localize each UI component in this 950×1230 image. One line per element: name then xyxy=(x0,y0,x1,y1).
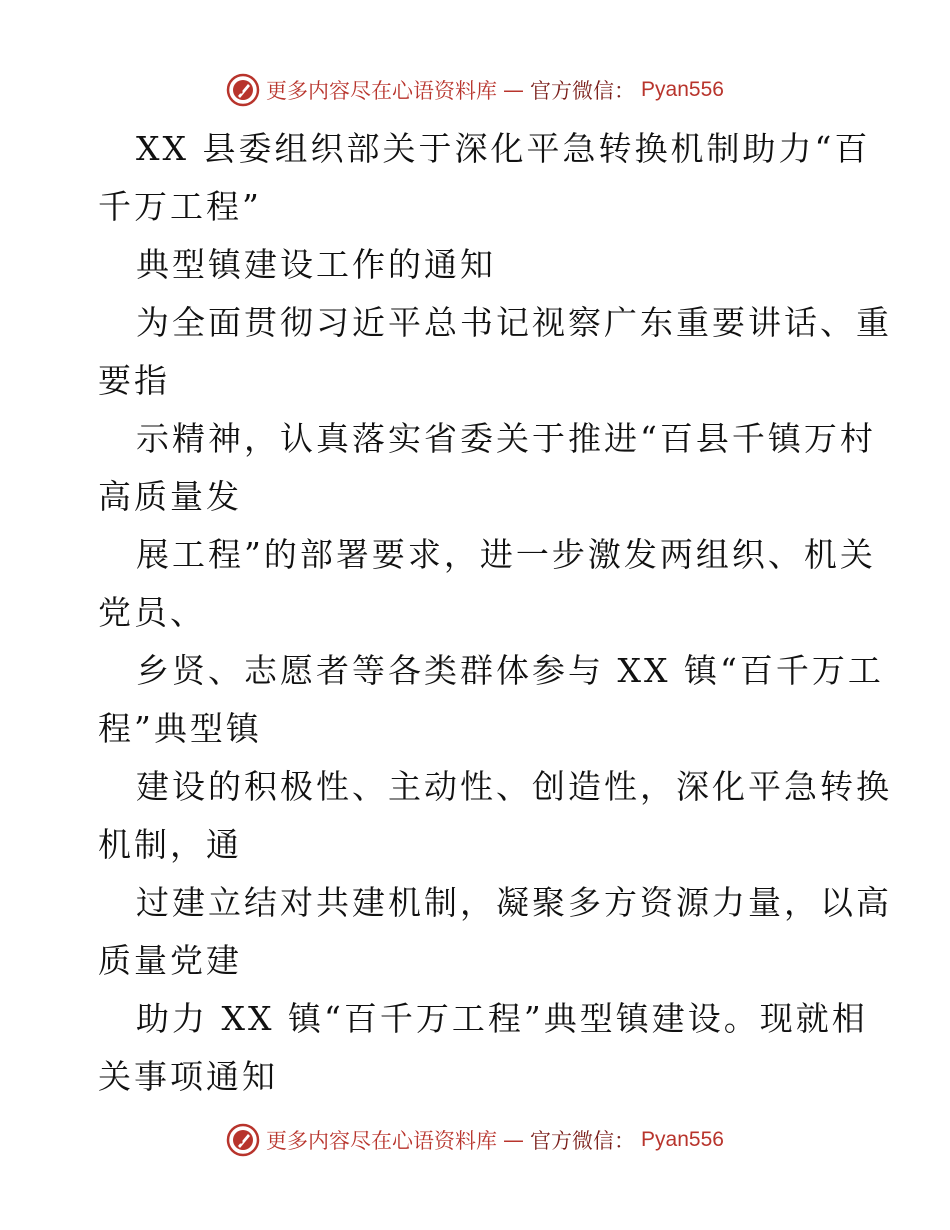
text-line: 关事项通知 xyxy=(98,1057,278,1096)
text-line: 建设的积极性、主动性、创造性，深化平急转换 xyxy=(136,767,892,806)
pen-nib-logo-icon xyxy=(226,1123,260,1157)
text-line: 党员、 xyxy=(98,593,206,632)
pen-nib-logo-icon xyxy=(226,73,260,107)
text-line: XX 县委组织部关于深化平急转换机制助力“百 xyxy=(136,129,871,168)
banner-title: 更多内容尽在心语资料库 xyxy=(266,79,498,103)
text-line: 高质量发 xyxy=(98,477,242,516)
banner-wechat-id: Pyan556 xyxy=(641,78,724,101)
banner-dash: — xyxy=(503,78,525,102)
text-line: 机制，通 xyxy=(98,825,242,864)
text-line: 质量党建 xyxy=(98,941,242,980)
text-line: 典型镇建设工作的通知 xyxy=(136,245,496,284)
text-line: 要指 xyxy=(98,361,170,400)
text-line: 为全面贯彻习近平总书记视察广东重要讲话、重 xyxy=(136,303,892,342)
banner-title: 更多内容尽在心语资料库 xyxy=(266,1129,498,1153)
text-line: 过建立结对共建机制，凝聚多方资源力量，以高 xyxy=(136,883,892,922)
text-line: 千万工程” xyxy=(98,187,262,226)
banner-wechat-label: 官方微信： xyxy=(530,79,636,103)
text-line: 展工程”的部署要求，进一步激发两组织、机关 xyxy=(136,535,876,574)
banner-wechat-id: Pyan556 xyxy=(641,1128,724,1151)
banner-dash: — xyxy=(503,1128,525,1152)
text-line: 程”典型镇 xyxy=(98,709,262,748)
footer-banner xyxy=(0,1120,950,1160)
text-line: 示精神，认真落实省委关于推进“百县千镇万村 xyxy=(136,419,876,458)
text-line: 助力 XX 镇“百千万工程”典型镇建设。现就相 xyxy=(136,999,868,1038)
banner-wechat-label: 官方微信： xyxy=(530,1129,636,1153)
header-banner xyxy=(0,70,950,110)
text-line: 乡贤、志愿者等各类群体参与 XX 镇“百千万工 xyxy=(136,651,884,690)
document-body xyxy=(98,120,892,1106)
